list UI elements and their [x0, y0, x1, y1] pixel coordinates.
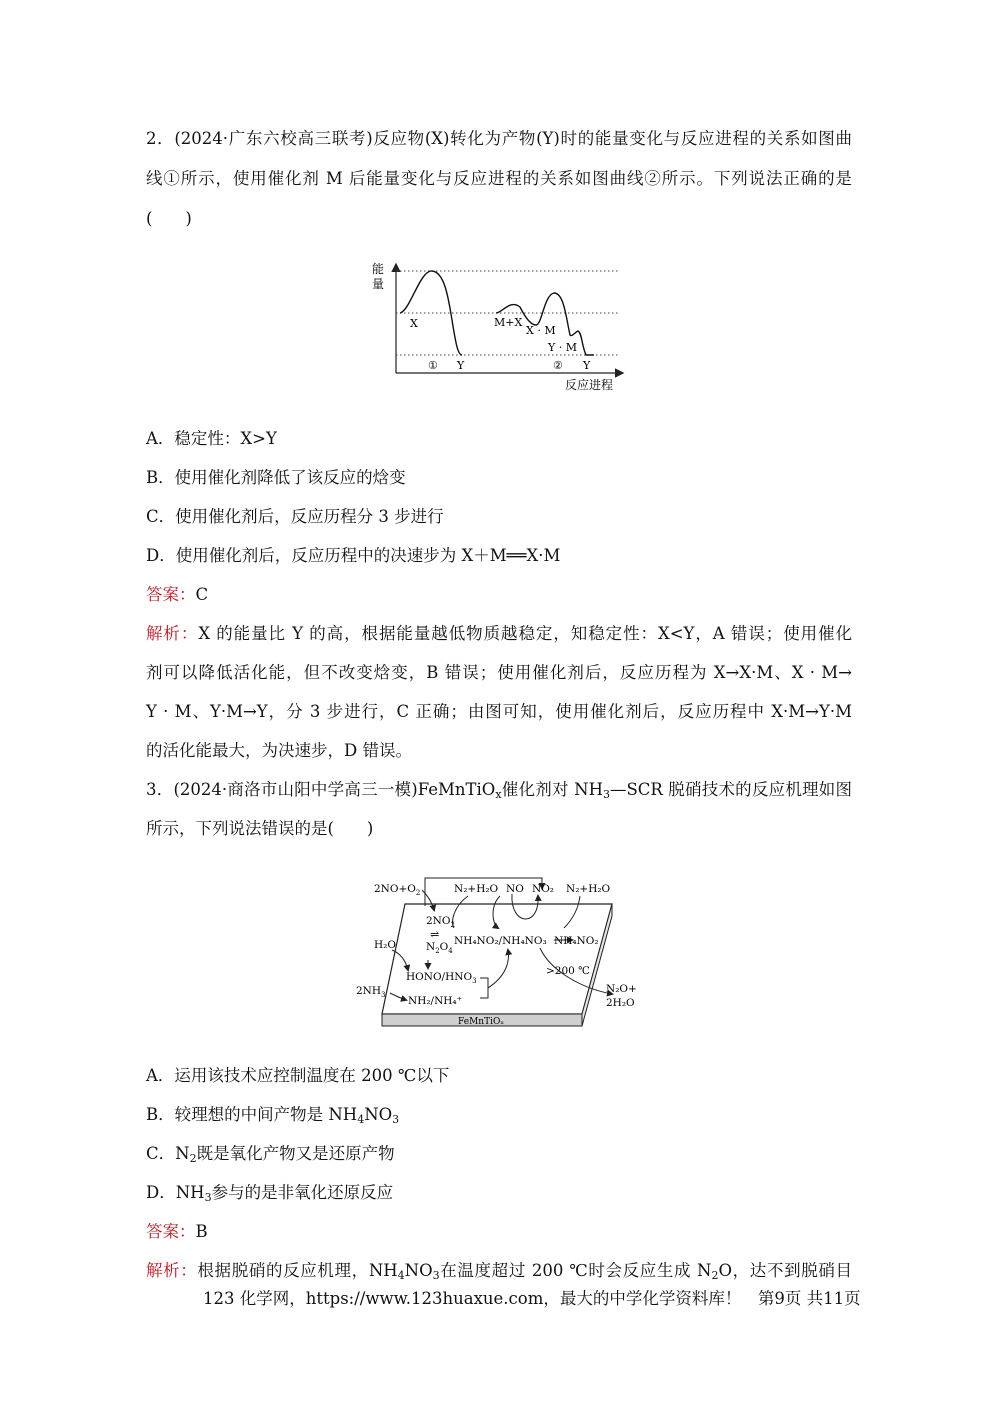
q3-line-1	[146, 779, 852, 801]
label-nh4no2: NH₄NO₂	[554, 935, 599, 947]
analysis-label: 解析：	[146, 1261, 198, 1280]
label-equilibrium: ⇌	[430, 928, 440, 941]
answer-value: C	[195, 585, 209, 604]
sub-3: 3	[602, 788, 610, 801]
answer-label: 答案：	[146, 1222, 196, 1241]
page-footer: 123 化学网，https://www.123huaxue.com，最大的中学化学资料库！ 第9页 共11页	[203, 1289, 861, 1308]
label-no2: $2NO_2$	[426, 915, 455, 929]
analysis-label: 解析：	[146, 624, 199, 643]
label-no-o2: $2NO+O_2$	[374, 883, 421, 897]
analysis-d: O，达不到脱硝目	[718, 1261, 853, 1280]
q2-line-1: 2．(2024·广东六校高三联考)反应物(X)转化为产物(Y)时的能量变化与反应进程的关系如图曲	[146, 129, 852, 148]
curve-1-y: Y	[457, 359, 465, 372]
q2-analysis-1	[146, 623, 852, 645]
label-n2o4: $N_2O_4$	[426, 941, 453, 955]
q3-option-d-b: 参与的是非氧化还原反应	[211, 1183, 394, 1202]
analysis-b: NO	[404, 1261, 433, 1280]
label-top-n2-h2o-1: N₂+H₂O	[454, 883, 499, 895]
q3-option-c-a: C．N	[146, 1144, 190, 1163]
label-hono: HONO/$HNO_3$	[406, 971, 477, 985]
energy-diagram	[360, 255, 630, 400]
sub-4: 4	[397, 1269, 405, 1282]
label-mx: M+X	[494, 316, 523, 329]
q2-analysis-3: Y · M、Y·M→Y，分 3 步进行，C 正确；由图可知，使用催化剂后，反应历程中 X·M→Y·M	[146, 702, 852, 721]
q3-option-c-b: 既是氧化产物又是还原产物	[196, 1144, 395, 1163]
q3-line-1-a: 3．(2024·商洛市山阳中学高三一模)FeMnTiO	[146, 780, 496, 799]
q2-analysis-2: 剂可以降低活化能，但不改变焓变，B 错误；使用催化剂后，反应历程为 X→X·M、X · M→	[146, 663, 852, 682]
label-nh3: $2NH_3$	[356, 985, 386, 999]
q3-option-b-a: B．较理想的中间产物是 NH	[146, 1105, 358, 1124]
y-axis-label-2: 量	[372, 277, 385, 291]
label-ym: Y · M	[548, 341, 578, 354]
curve-2-y: Y	[583, 359, 591, 372]
analysis-a: 根据脱硝的反应机理，NH	[197, 1261, 398, 1280]
q3-option-b	[146, 1104, 399, 1126]
sub-3: 3	[392, 1113, 400, 1126]
q3-option-c	[146, 1143, 395, 1165]
q2-analysis-4: 的活化能最大，为决速步，D 错误。	[146, 741, 412, 760]
answer-value: B	[195, 1222, 208, 1241]
label-out-1: N₂O+	[606, 983, 637, 995]
label-catalyst: FeMnTiOₓ	[458, 1017, 505, 1027]
curve-1-mark: ①	[428, 359, 438, 372]
analysis-text: X 的能量比 Y 的高，根据能量越低物质越稳定，知稳定性：X<Y，A 错误；使用催化	[198, 624, 853, 643]
q3-line-1-b: 催化剂对 NH	[501, 780, 603, 799]
label-x: X	[410, 317, 418, 330]
q3-analysis-1	[146, 1260, 852, 1282]
label-top-no2: NO₂	[532, 883, 555, 895]
sub-2: 2	[189, 1152, 197, 1165]
q2-option-b: B．使用催化剂降低了该反应的焓变	[146, 468, 406, 487]
sub-4: 4	[357, 1113, 365, 1126]
sub-3: 3	[204, 1191, 212, 1204]
curve-2-mark: ②	[553, 359, 563, 372]
sub-x: x	[495, 788, 502, 801]
label-nh4-mixture: NH₄NO₂/NH₄NO₃	[454, 935, 547, 947]
q2-blank: ( )	[146, 209, 192, 228]
label-out-2: 2H₂O	[606, 997, 635, 1009]
q2-line-2: 线①所示，使用催化剂 M 后能量变化与反应进程的关系如图曲线②所示。下列说法正确的是	[146, 169, 852, 188]
label-temperature: >200 ℃	[546, 965, 590, 977]
label-top-n2-h2o-2: N₂+H₂O	[566, 883, 611, 895]
label-nh2-nh4: NH₂/NH₄⁺	[408, 995, 463, 1007]
q2-option-a: A．稳定性：X>Y	[146, 429, 277, 448]
q3-answer	[146, 1221, 208, 1243]
q3-option-d	[146, 1182, 393, 1204]
y-axis-label-1: 能	[372, 262, 385, 276]
x-axis-label: 反应进程	[565, 378, 614, 392]
answer-label: 答案：	[146, 585, 196, 604]
sub-2: 2	[711, 1269, 719, 1282]
analysis-c: 在温度超过 200 ℃时会反应生成 N	[439, 1261, 712, 1280]
q2-option-d: D．使用催化剂后，反应历程中的决速步为 X＋M══X·M	[146, 546, 561, 565]
q3-option-a: A．运用该技术应控制温度在 200 ℃以下	[146, 1066, 450, 1085]
q3-option-b-b: NO	[364, 1105, 393, 1124]
label-xm: X · M	[526, 324, 556, 337]
scr-mechanism-diagram	[350, 866, 650, 1044]
sub-3: 3	[432, 1269, 440, 1282]
q2-answer	[146, 584, 208, 606]
q3-line-1-c: —SCR 脱硝技术的反应机理如图	[609, 780, 852, 799]
label-h2o: H₂O	[374, 939, 396, 951]
q3-option-d-a: D．NH	[146, 1183, 205, 1202]
q3-line-2: 所示，下列说法错误的是( )	[146, 819, 374, 838]
label-top-no: NO	[506, 883, 524, 895]
q2-option-c: C．使用催化剂后，反应历程分 3 步进行	[146, 507, 444, 526]
